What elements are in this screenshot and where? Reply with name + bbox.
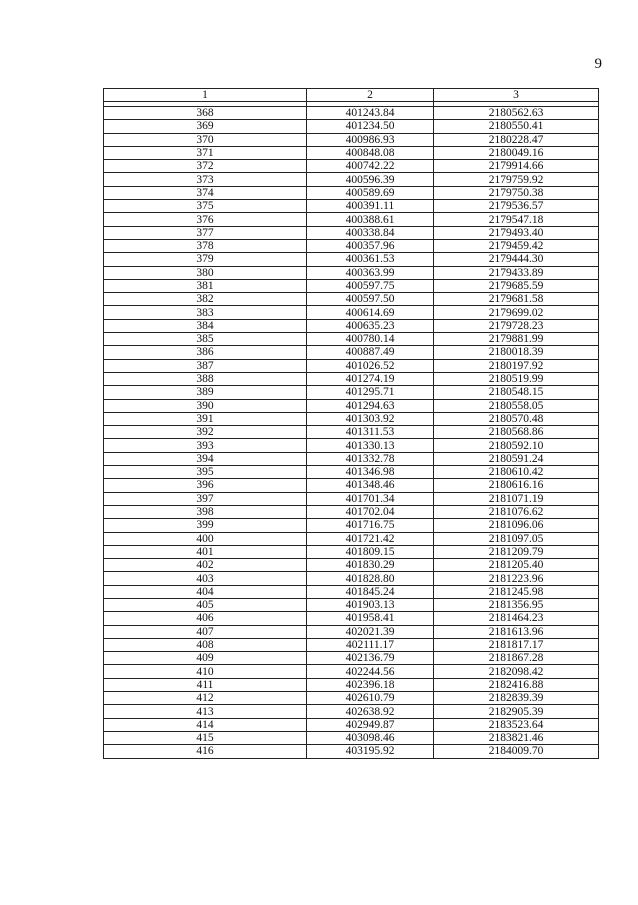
- x-coordinate-cell: 401026.52: [307, 359, 434, 372]
- point-number-cell: 413: [104, 705, 307, 718]
- y-coordinate-cell: 2181076.62: [434, 505, 599, 518]
- table-row: [104, 333, 599, 346]
- y-coordinate-cell: 2180562.63: [434, 107, 599, 120]
- x-coordinate-cell: 400597.75: [307, 279, 434, 292]
- coordinates-table: [103, 88, 599, 759]
- y-coordinate-cell: 2180591.24: [434, 452, 599, 465]
- y-coordinate-cell: 2181867.28: [434, 652, 599, 665]
- point-number-cell: 372: [104, 160, 307, 173]
- point-number-cell: 381: [104, 279, 307, 292]
- x-coordinate-cell: 401274.19: [307, 372, 434, 385]
- point-number-cell: 378: [104, 239, 307, 252]
- table-row: [104, 532, 599, 545]
- x-coordinate-cell: 403098.46: [307, 731, 434, 744]
- point-number-cell: 396: [104, 479, 307, 492]
- table-row: [104, 107, 599, 120]
- x-coordinate-cell: 401346.98: [307, 466, 434, 479]
- table-row: [104, 439, 599, 452]
- y-coordinate-cell: 2181613.96: [434, 625, 599, 638]
- point-number-cell: 410: [104, 665, 307, 678]
- table-row: [104, 226, 599, 239]
- point-number-cell: 395: [104, 466, 307, 479]
- table-row: [104, 426, 599, 439]
- table-row: [104, 266, 599, 279]
- x-coordinate-cell: 400780.14: [307, 333, 434, 346]
- column-header: 3: [434, 89, 599, 102]
- table-row: [104, 133, 599, 146]
- x-coordinate-cell: 400596.39: [307, 173, 434, 186]
- x-coordinate-cell: 400848.08: [307, 146, 434, 159]
- table-row: [104, 505, 599, 518]
- x-coordinate-cell: 401348.46: [307, 479, 434, 492]
- y-coordinate-cell: 2179433.89: [434, 266, 599, 279]
- point-number-cell: 389: [104, 386, 307, 399]
- point-number-cell: 371: [104, 146, 307, 159]
- point-number-cell: 414: [104, 718, 307, 731]
- y-coordinate-cell: 2181223.96: [434, 572, 599, 585]
- table-row: [104, 239, 599, 252]
- y-coordinate-cell: 2181356.95: [434, 598, 599, 611]
- x-coordinate-cell: 403195.92: [307, 745, 434, 758]
- x-coordinate-cell: 401721.42: [307, 532, 434, 545]
- column-header: 2: [307, 89, 434, 102]
- y-coordinate-cell: 2179728.23: [434, 319, 599, 332]
- y-coordinate-cell: 2181209.79: [434, 545, 599, 558]
- y-coordinate-cell: 2179547.18: [434, 213, 599, 226]
- x-coordinate-cell: 400742.22: [307, 160, 434, 173]
- table-row: [104, 200, 599, 213]
- table-body: [104, 89, 599, 759]
- table-row: [104, 372, 599, 385]
- table-row: [104, 718, 599, 731]
- x-coordinate-cell: 401958.41: [307, 612, 434, 625]
- table-row: [104, 120, 599, 133]
- point-number-cell: 406: [104, 612, 307, 625]
- table-row: [104, 319, 599, 332]
- x-coordinate-cell: 400338.84: [307, 226, 434, 239]
- point-number-cell: 377: [104, 226, 307, 239]
- point-number-cell: 407: [104, 625, 307, 638]
- point-number-cell: 379: [104, 253, 307, 266]
- y-coordinate-cell: 2183523.64: [434, 718, 599, 731]
- point-number-cell: 388: [104, 372, 307, 385]
- point-number-cell: 387: [104, 359, 307, 372]
- y-coordinate-cell: 2179536.57: [434, 200, 599, 213]
- x-coordinate-cell: 402111.17: [307, 638, 434, 651]
- table-row: [104, 293, 599, 306]
- point-number-cell: 384: [104, 319, 307, 332]
- point-number-cell: 369: [104, 120, 307, 133]
- x-coordinate-cell: 401243.84: [307, 107, 434, 120]
- y-coordinate-cell: 2179759.92: [434, 173, 599, 186]
- point-number-cell: 383: [104, 306, 307, 319]
- table-row: [104, 678, 599, 691]
- point-number-cell: 405: [104, 598, 307, 611]
- point-number-cell: 408: [104, 638, 307, 651]
- y-coordinate-cell: 2181205.40: [434, 559, 599, 572]
- x-coordinate-cell: 400361.53: [307, 253, 434, 266]
- y-coordinate-cell: 2181817.17: [434, 638, 599, 651]
- y-coordinate-cell: 2184009.70: [434, 745, 599, 758]
- x-coordinate-cell: 401330.13: [307, 439, 434, 452]
- y-coordinate-cell: 2180548.15: [434, 386, 599, 399]
- x-coordinate-cell: 402396.18: [307, 678, 434, 691]
- x-coordinate-cell: 400391.11: [307, 200, 434, 213]
- y-coordinate-cell: 2180570.48: [434, 412, 599, 425]
- y-coordinate-cell: 2180049.16: [434, 146, 599, 159]
- y-coordinate-cell: 2181097.05: [434, 532, 599, 545]
- table-row: [104, 559, 599, 572]
- y-coordinate-cell: 2180568.86: [434, 426, 599, 439]
- point-number-cell: 375: [104, 200, 307, 213]
- x-coordinate-cell: 400363.99: [307, 266, 434, 279]
- page-number: 9: [594, 56, 602, 72]
- table-row: [104, 452, 599, 465]
- y-coordinate-cell: 2180610.42: [434, 466, 599, 479]
- point-number-cell: 380: [104, 266, 307, 279]
- point-number-cell: 373: [104, 173, 307, 186]
- table-row: [104, 359, 599, 372]
- table-row: [104, 745, 599, 758]
- point-number-cell: 390: [104, 399, 307, 412]
- y-coordinate-cell: 2179493.40: [434, 226, 599, 239]
- x-coordinate-cell: 400589.69: [307, 186, 434, 199]
- point-number-cell: 404: [104, 585, 307, 598]
- x-coordinate-cell: 402638.92: [307, 705, 434, 718]
- x-coordinate-cell: 401303.92: [307, 412, 434, 425]
- point-number-cell: 376: [104, 213, 307, 226]
- table-row: [104, 279, 599, 292]
- x-coordinate-cell: 400614.69: [307, 306, 434, 319]
- x-coordinate-cell: 400887.49: [307, 346, 434, 359]
- table-row: [104, 612, 599, 625]
- table-row: [104, 665, 599, 678]
- point-number-cell: 411: [104, 678, 307, 691]
- y-coordinate-cell: 2182839.39: [434, 692, 599, 705]
- x-coordinate-cell: 402136.79: [307, 652, 434, 665]
- point-number-cell: 402: [104, 559, 307, 572]
- table-row: [104, 492, 599, 505]
- y-coordinate-cell: 2179881.99: [434, 333, 599, 346]
- table-row: [104, 479, 599, 492]
- table-row: [104, 466, 599, 479]
- y-coordinate-cell: 2182905.39: [434, 705, 599, 718]
- x-coordinate-cell: 401702.04: [307, 505, 434, 518]
- x-coordinate-cell: 401294.63: [307, 399, 434, 412]
- table-row: [104, 638, 599, 651]
- x-coordinate-cell: 402949.87: [307, 718, 434, 731]
- y-coordinate-cell: 2183821.46: [434, 731, 599, 744]
- y-coordinate-cell: 2181096.06: [434, 519, 599, 532]
- y-coordinate-cell: 2180018.39: [434, 346, 599, 359]
- point-number-cell: 398: [104, 505, 307, 518]
- y-coordinate-cell: 2179750.38: [434, 186, 599, 199]
- table-row: [104, 652, 599, 665]
- table-header-row: [104, 89, 599, 102]
- table-row: [104, 572, 599, 585]
- point-number-cell: 386: [104, 346, 307, 359]
- point-number-cell: 392: [104, 426, 307, 439]
- point-number-cell: 399: [104, 519, 307, 532]
- x-coordinate-cell: 400986.93: [307, 133, 434, 146]
- table-row: [104, 253, 599, 266]
- x-coordinate-cell: 401332.78: [307, 452, 434, 465]
- x-coordinate-cell: 402610.79: [307, 692, 434, 705]
- x-coordinate-cell: 402244.56: [307, 665, 434, 678]
- y-coordinate-cell: 2180197.92: [434, 359, 599, 372]
- point-number-cell: 368: [104, 107, 307, 120]
- y-coordinate-cell: 2179444.30: [434, 253, 599, 266]
- point-number-cell: 385: [104, 333, 307, 346]
- x-coordinate-cell: 400388.61: [307, 213, 434, 226]
- table-row: [104, 146, 599, 159]
- y-coordinate-cell: 2182416.88: [434, 678, 599, 691]
- y-coordinate-cell: 2179914.66: [434, 160, 599, 173]
- y-coordinate-cell: 2181245.98: [434, 585, 599, 598]
- table-row: [104, 519, 599, 532]
- y-coordinate-cell: 2180519.99: [434, 372, 599, 385]
- table-row: [104, 692, 599, 705]
- point-number-cell: 382: [104, 293, 307, 306]
- point-number-cell: 393: [104, 439, 307, 452]
- x-coordinate-cell: 400635.23: [307, 319, 434, 332]
- y-coordinate-cell: 2182098.42: [434, 665, 599, 678]
- y-coordinate-cell: 2180550.41: [434, 120, 599, 133]
- point-number-cell: 401: [104, 545, 307, 558]
- table-row: [104, 625, 599, 638]
- table-row: [104, 386, 599, 399]
- table-row: [104, 306, 599, 319]
- x-coordinate-cell: 401830.29: [307, 559, 434, 572]
- table-row: [104, 186, 599, 199]
- table-row: [104, 346, 599, 359]
- x-coordinate-cell: 401903.13: [307, 598, 434, 611]
- point-number-cell: 400: [104, 532, 307, 545]
- y-coordinate-cell: 2179681.58: [434, 293, 599, 306]
- table-row: [104, 173, 599, 186]
- column-header: 1: [104, 89, 307, 102]
- x-coordinate-cell: 402021.39: [307, 625, 434, 638]
- y-coordinate-cell: 2179459.42: [434, 239, 599, 252]
- y-coordinate-cell: 2181464.23: [434, 612, 599, 625]
- y-coordinate-cell: 2180592.10: [434, 439, 599, 452]
- table-row: [104, 598, 599, 611]
- table-row: [104, 545, 599, 558]
- point-number-cell: 374: [104, 186, 307, 199]
- x-coordinate-cell: 401701.34: [307, 492, 434, 505]
- point-number-cell: 403: [104, 572, 307, 585]
- x-coordinate-cell: 401809.15: [307, 545, 434, 558]
- x-coordinate-cell: 400357.96: [307, 239, 434, 252]
- x-coordinate-cell: 401716.75: [307, 519, 434, 532]
- y-coordinate-cell: 2180558.05: [434, 399, 599, 412]
- point-number-cell: 416: [104, 745, 307, 758]
- y-coordinate-cell: 2179699.02: [434, 306, 599, 319]
- x-coordinate-cell: 401295.71: [307, 386, 434, 399]
- y-coordinate-cell: 2179685.59: [434, 279, 599, 292]
- table-row: [104, 585, 599, 598]
- point-number-cell: 412: [104, 692, 307, 705]
- x-coordinate-cell: 400597.50: [307, 293, 434, 306]
- point-number-cell: 391: [104, 412, 307, 425]
- x-coordinate-cell: 401828.80: [307, 572, 434, 585]
- x-coordinate-cell: 401234.50: [307, 120, 434, 133]
- y-coordinate-cell: 2181071.19: [434, 492, 599, 505]
- table-row: [104, 160, 599, 173]
- point-number-cell: 409: [104, 652, 307, 665]
- table-row: [104, 213, 599, 226]
- table-row: [104, 399, 599, 412]
- x-coordinate-cell: 401311.53: [307, 426, 434, 439]
- table-row: [104, 705, 599, 718]
- table-row: [104, 412, 599, 425]
- y-coordinate-cell: 2180616.16: [434, 479, 599, 492]
- point-number-cell: 415: [104, 731, 307, 744]
- point-number-cell: 370: [104, 133, 307, 146]
- point-number-cell: 394: [104, 452, 307, 465]
- point-number-cell: 397: [104, 492, 307, 505]
- x-coordinate-cell: 401845.24: [307, 585, 434, 598]
- table-row: [104, 731, 599, 744]
- y-coordinate-cell: 2180228.47: [434, 133, 599, 146]
